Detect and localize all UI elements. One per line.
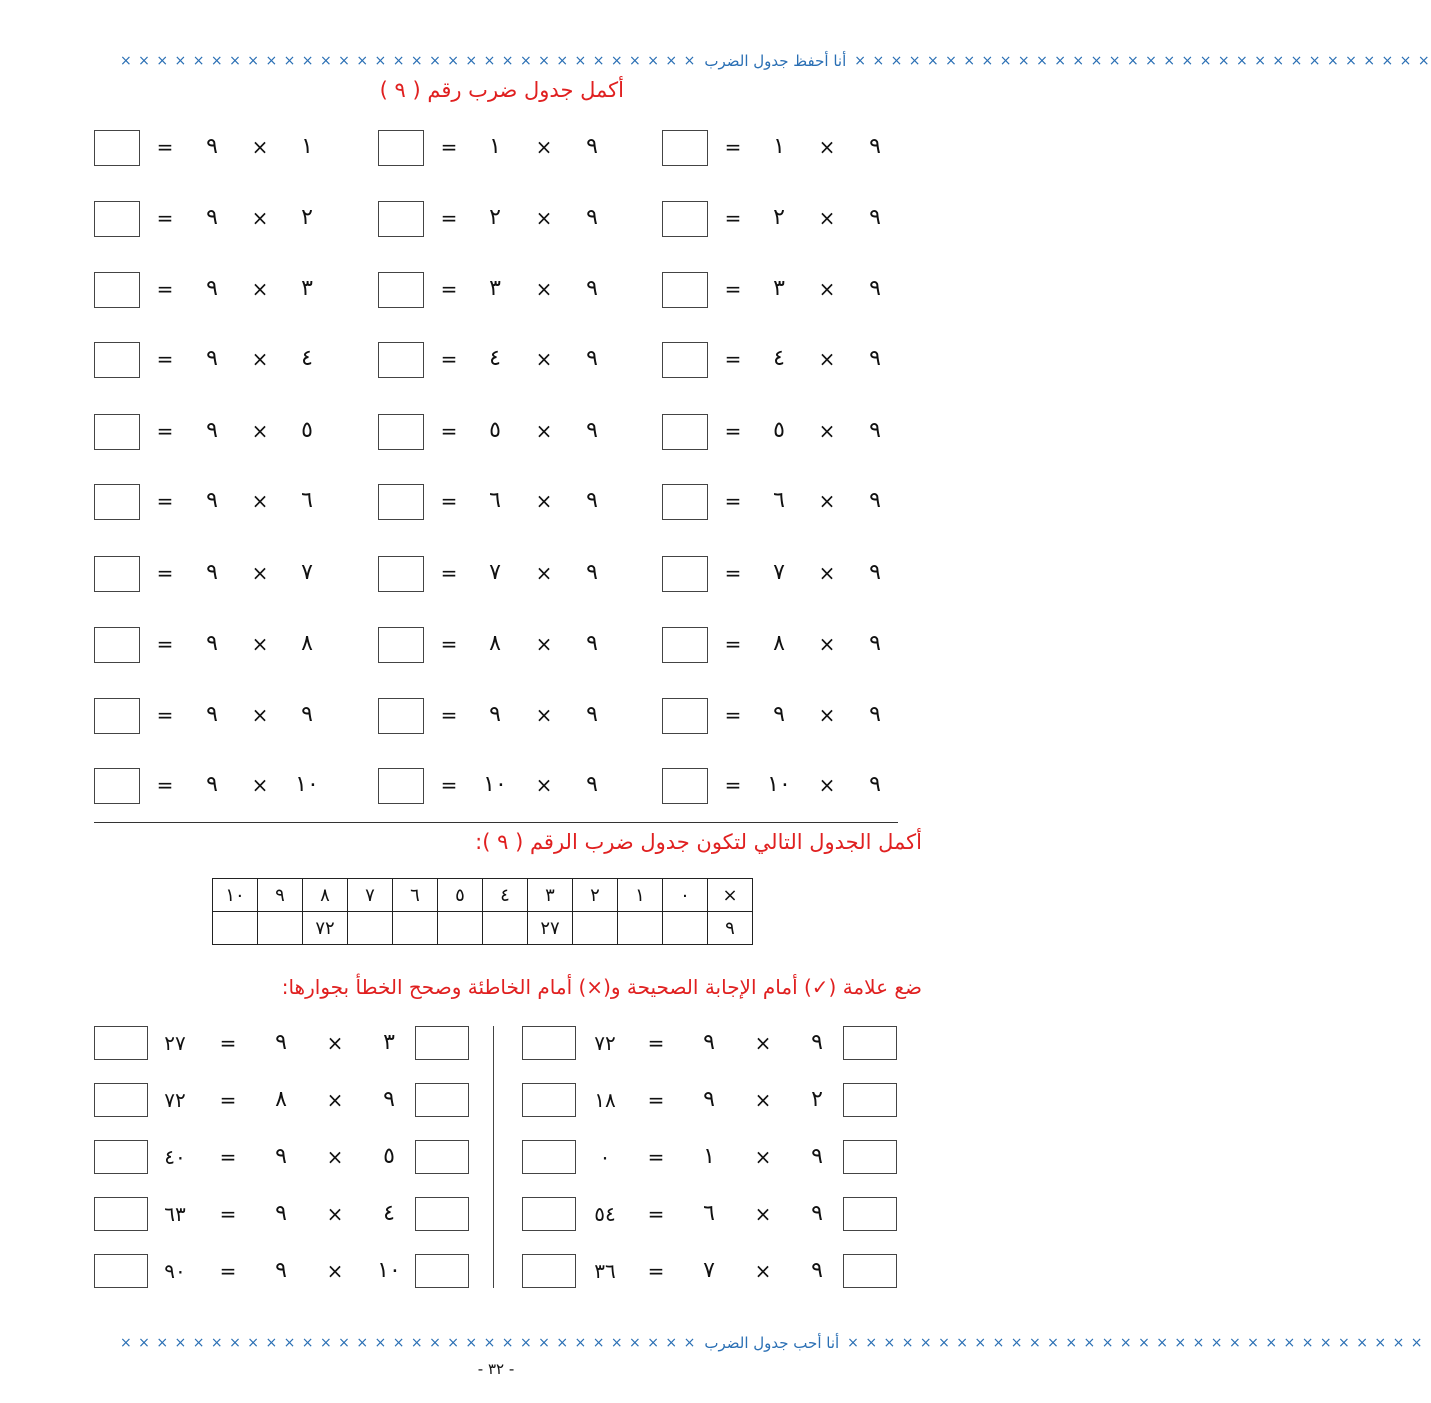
multiply-sign: × bbox=[535, 703, 553, 727]
table-value-cell[interactable] bbox=[213, 912, 258, 945]
col-middle-factor-b: ٥ bbox=[489, 418, 501, 443]
table-header-cell: ٤ bbox=[483, 879, 528, 912]
answer-box[interactable] bbox=[94, 130, 140, 166]
answer-box[interactable] bbox=[662, 484, 708, 520]
answer-box[interactable] bbox=[94, 768, 140, 804]
correction-box[interactable] bbox=[94, 1083, 148, 1117]
check-mark-box[interactable] bbox=[843, 1026, 897, 1060]
tf-right-result: ٧٢ bbox=[594, 1031, 616, 1055]
equals-sign: = bbox=[647, 1202, 665, 1226]
multiply-sign: × bbox=[818, 489, 836, 513]
multiply-sign: × bbox=[251, 773, 269, 797]
col-left-factor-a: ٣ bbox=[301, 276, 313, 301]
col-left-factor-b: ٩ bbox=[206, 702, 218, 727]
multiply-sign: × bbox=[251, 347, 269, 371]
footer-x-marks-left: × × × × × × × × × × × × × × × × × × × × × × × × × × × × × × × × bbox=[120, 1335, 697, 1351]
col-left-factor-a: ١ bbox=[301, 134, 313, 159]
correction-box[interactable] bbox=[94, 1254, 148, 1288]
times-table-grid bbox=[212, 878, 753, 945]
equals-sign: = bbox=[219, 1202, 237, 1226]
table-value-cell[interactable] bbox=[348, 912, 393, 945]
multiply-sign: × bbox=[326, 1259, 344, 1283]
answer-box[interactable] bbox=[378, 414, 424, 450]
equals-sign: = bbox=[440, 277, 458, 301]
col-left-factor-a: ٩ bbox=[301, 702, 313, 727]
multiply-sign: × bbox=[818, 347, 836, 371]
header-x-marks-right: × × × × × × × × × × × × × × × × × × × × × × × × × × × × × × × × bbox=[854, 53, 1431, 69]
multiply-sign: × bbox=[535, 347, 553, 371]
col-right-factor-a: ٩ bbox=[869, 418, 881, 443]
multiply-sign: × bbox=[535, 632, 553, 656]
multiply-sign: × bbox=[754, 1259, 772, 1283]
tf-right-result: ٣٦ bbox=[594, 1259, 616, 1283]
tf-right-factor-b: ٩ bbox=[703, 1087, 715, 1112]
header-x-marks-left: × × × × × × × × × × × × × × × × × × × × × × × × × × × × × × × × bbox=[120, 53, 697, 69]
check-mark-box[interactable] bbox=[415, 1254, 469, 1288]
tf-left-factor-a: ٩ bbox=[383, 1087, 395, 1112]
multiply-sign: × bbox=[818, 277, 836, 301]
col-right-factor-b: ١ bbox=[773, 134, 785, 159]
equals-sign: = bbox=[156, 773, 174, 797]
col-right-factor-b: ١٠ bbox=[767, 772, 791, 797]
answer-box[interactable] bbox=[94, 484, 140, 520]
correction-box[interactable] bbox=[522, 1026, 576, 1060]
answer-box[interactable] bbox=[662, 698, 708, 734]
tf-left-factor-a: ٤ bbox=[383, 1201, 395, 1226]
tf-left-factor-b: ٨ bbox=[275, 1087, 287, 1112]
col-left-factor-a: ١٠ bbox=[295, 772, 319, 797]
table-header-cell: ٠ bbox=[663, 879, 708, 912]
col-left-factor-a: ٥ bbox=[301, 418, 313, 443]
multiply-sign: × bbox=[818, 135, 836, 159]
equals-sign: = bbox=[440, 489, 458, 513]
multiply-sign: × bbox=[251, 489, 269, 513]
col-middle-factor-a: ٩ bbox=[586, 418, 598, 443]
equals-sign: = bbox=[156, 277, 174, 301]
equals-sign: = bbox=[647, 1088, 665, 1112]
equals-sign: = bbox=[647, 1145, 665, 1169]
answer-box[interactable] bbox=[94, 272, 140, 308]
col-right-factor-a: ٩ bbox=[869, 346, 881, 371]
multiply-sign: × bbox=[818, 206, 836, 230]
col-left-factor-a: ٢ bbox=[301, 205, 313, 230]
answer-box[interactable] bbox=[378, 627, 424, 663]
multiply-sign: × bbox=[535, 489, 553, 513]
correction-box[interactable] bbox=[522, 1140, 576, 1174]
equals-sign: = bbox=[156, 489, 174, 513]
table-value-row bbox=[213, 912, 753, 945]
answer-box[interactable] bbox=[662, 130, 708, 166]
footer-x-marks-right: × × × × × × × × × × × × × × × × × × × × × × × × × × × × × × × × bbox=[847, 1335, 1424, 1351]
answer-box[interactable] bbox=[662, 414, 708, 450]
col-left-factor-b: ٩ bbox=[206, 772, 218, 797]
col-middle-factor-a: ٩ bbox=[586, 560, 598, 585]
tf-left-factor-a: ٥ bbox=[383, 1144, 395, 1169]
multiply-sign: × bbox=[754, 1031, 772, 1055]
correction-box[interactable] bbox=[522, 1197, 576, 1231]
col-right-factor-b: ٦ bbox=[773, 488, 785, 513]
table-value-cell: ٧٢ bbox=[303, 912, 348, 945]
table-header-cell: ٦ bbox=[393, 879, 438, 912]
correction-box[interactable] bbox=[522, 1083, 576, 1117]
col-left-factor-b: ٩ bbox=[206, 631, 218, 656]
col-middle-factor-b: ٣ bbox=[489, 276, 501, 301]
answer-box[interactable] bbox=[662, 342, 708, 378]
equals-sign: = bbox=[440, 135, 458, 159]
header-text: أنا أحفظ جدول الضرب bbox=[704, 52, 847, 70]
tf-right-result: ٥٤ bbox=[594, 1202, 616, 1226]
answer-box[interactable] bbox=[662, 201, 708, 237]
multiply-sign: × bbox=[754, 1202, 772, 1226]
equals-sign: = bbox=[440, 561, 458, 585]
equals-sign: = bbox=[219, 1259, 237, 1283]
equals-sign: = bbox=[156, 561, 174, 585]
check-mark-box[interactable] bbox=[415, 1083, 469, 1117]
col-middle-factor-b: ٤ bbox=[489, 346, 501, 371]
equals-sign: = bbox=[156, 632, 174, 656]
table-header-cell: ٩ bbox=[258, 879, 303, 912]
col-right-factor-a: ٩ bbox=[869, 488, 881, 513]
multiply-sign: × bbox=[326, 1031, 344, 1055]
multiply-sign: × bbox=[251, 703, 269, 727]
col-right-factor-a: ٩ bbox=[869, 560, 881, 585]
multiply-sign: × bbox=[535, 277, 553, 301]
answer-box[interactable] bbox=[662, 768, 708, 804]
table-value-cell[interactable] bbox=[438, 912, 483, 945]
multiply-sign: × bbox=[754, 1088, 772, 1112]
col-middle-factor-a: ٩ bbox=[586, 276, 598, 301]
multiply-sign: × bbox=[818, 773, 836, 797]
answer-box[interactable] bbox=[662, 556, 708, 592]
multiply-sign: × bbox=[818, 703, 836, 727]
table-header-cell: ١ bbox=[618, 879, 663, 912]
col-middle-factor-b: ١٠ bbox=[483, 772, 507, 797]
col-left-factor-b: ٩ bbox=[206, 560, 218, 585]
correction-box[interactable] bbox=[94, 1026, 148, 1060]
equals-sign: = bbox=[440, 419, 458, 443]
check-mark-box[interactable] bbox=[415, 1140, 469, 1174]
col-middle-factor-a: ٩ bbox=[586, 631, 598, 656]
col-left-factor-b: ٩ bbox=[206, 134, 218, 159]
col-middle-factor-b: ٩ bbox=[489, 702, 501, 727]
table-value-cell[interactable] bbox=[663, 912, 708, 945]
tf-right-factor-b: ٦ bbox=[703, 1201, 715, 1226]
col-left-factor-a: ٧ bbox=[301, 560, 313, 585]
equals-sign: = bbox=[724, 773, 742, 797]
col-left-factor-b: ٩ bbox=[206, 205, 218, 230]
tf-right-factor-b: ٧ bbox=[703, 1258, 715, 1283]
equals-sign: = bbox=[440, 632, 458, 656]
table-corner-cell: × bbox=[708, 879, 753, 912]
equals-sign: = bbox=[219, 1145, 237, 1169]
col-right-factor-a: ٩ bbox=[869, 631, 881, 656]
equals-sign: = bbox=[724, 206, 742, 230]
col-right-factor-b: ٢ bbox=[773, 205, 785, 230]
tf-left-factor-a: ١٠ bbox=[377, 1258, 401, 1283]
tf-left-factor-b: ٩ bbox=[275, 1258, 287, 1283]
tf-left-result: ٤٠ bbox=[164, 1145, 186, 1169]
multiply-sign: × bbox=[818, 632, 836, 656]
equals-sign: = bbox=[724, 347, 742, 371]
multiply-sign: × bbox=[535, 773, 553, 797]
col-middle-factor-b: ٦ bbox=[489, 488, 501, 513]
col-middle-factor-b: ٢ bbox=[489, 205, 501, 230]
equals-sign: = bbox=[219, 1088, 237, 1112]
table-value-cell[interactable] bbox=[393, 912, 438, 945]
check-mark-box[interactable] bbox=[843, 1254, 897, 1288]
answer-box[interactable] bbox=[378, 130, 424, 166]
tf-left-factor-a: ٣ bbox=[383, 1030, 395, 1055]
tf-left-result: ٩٠ bbox=[164, 1259, 186, 1283]
table-header-cell: ٣ bbox=[528, 879, 573, 912]
page-number: - ٣٢ - bbox=[477, 1360, 515, 1378]
col-right-factor-a: ٩ bbox=[869, 702, 881, 727]
col-right-factor-b: ٨ bbox=[773, 631, 785, 656]
col-middle-factor-a: ٩ bbox=[586, 772, 598, 797]
col-middle-factor-a: ٩ bbox=[586, 702, 598, 727]
check-mark-box[interactable] bbox=[843, 1083, 897, 1117]
col-right-factor-a: ٩ bbox=[869, 276, 881, 301]
correction-box[interactable] bbox=[522, 1254, 576, 1288]
col-left-factor-b: ٩ bbox=[206, 418, 218, 443]
multiply-sign: × bbox=[818, 419, 836, 443]
tf-right-result: ٠ bbox=[599, 1145, 611, 1169]
table-row-label: ٩ bbox=[708, 912, 753, 945]
multiply-sign: × bbox=[535, 561, 553, 585]
answer-box[interactable] bbox=[94, 201, 140, 237]
table-value-cell[interactable] bbox=[573, 912, 618, 945]
tf-right-factor-b: ٩ bbox=[703, 1030, 715, 1055]
col-right-factor-b: ٣ bbox=[773, 276, 785, 301]
table-header-row bbox=[213, 879, 753, 912]
col-right-factor-b: ٩ bbox=[773, 702, 785, 727]
multiply-sign: × bbox=[251, 277, 269, 301]
tf-left-result: ٧٢ bbox=[164, 1088, 186, 1112]
equals-sign: = bbox=[440, 703, 458, 727]
equals-sign: = bbox=[440, 206, 458, 230]
multiply-sign: × bbox=[326, 1088, 344, 1112]
multiply-sign: × bbox=[754, 1145, 772, 1169]
multiply-sign: × bbox=[326, 1202, 344, 1226]
col-left-factor-b: ٩ bbox=[206, 346, 218, 371]
section1-title: أكمل جدول ضرب رقم ( ٩ ) bbox=[379, 78, 624, 102]
equals-sign: = bbox=[724, 632, 742, 656]
section2-title: أكمل الجدول التالي لتكون جدول ضرب الرقم ( ٩ ): bbox=[475, 830, 922, 854]
table-header-cell: ١٠ bbox=[213, 879, 258, 912]
check-mark-box[interactable] bbox=[843, 1197, 897, 1231]
multiply-sign: × bbox=[251, 561, 269, 585]
col-middle-factor-a: ٩ bbox=[586, 346, 598, 371]
equals-sign: = bbox=[156, 703, 174, 727]
section3-title: ضع علامة (✓) أمام الإجابة الصحيحة و(×) أمام الخاطئة وصحح الخطأ بجوارها: bbox=[281, 975, 922, 999]
equals-sign: = bbox=[156, 206, 174, 230]
col-left-factor-a: ٦ bbox=[301, 488, 313, 513]
tf-left-result: ٦٣ bbox=[164, 1202, 186, 1226]
correction-box[interactable] bbox=[94, 1197, 148, 1231]
multiply-sign: × bbox=[535, 135, 553, 159]
equals-sign: = bbox=[724, 489, 742, 513]
col-right-factor-b: ٧ bbox=[773, 560, 785, 585]
answer-box[interactable] bbox=[94, 342, 140, 378]
answer-box[interactable] bbox=[378, 201, 424, 237]
multiply-sign: × bbox=[535, 419, 553, 443]
tf-left-factor-b: ٩ bbox=[275, 1144, 287, 1169]
multiply-sign: × bbox=[535, 206, 553, 230]
col-middle-factor-a: ٩ bbox=[586, 205, 598, 230]
multiply-sign: × bbox=[251, 206, 269, 230]
tf-right-factor-a: ٩ bbox=[811, 1144, 823, 1169]
col-left-factor-a: ٨ bbox=[301, 631, 313, 656]
equals-sign: = bbox=[724, 135, 742, 159]
check-mark-box[interactable] bbox=[843, 1140, 897, 1174]
multiply-sign: × bbox=[251, 135, 269, 159]
equals-sign: = bbox=[724, 561, 742, 585]
col-right-factor-b: ٤ bbox=[773, 346, 785, 371]
tf-right-factor-a: ٩ bbox=[811, 1258, 823, 1283]
answer-box[interactable] bbox=[378, 484, 424, 520]
col-middle-factor-a: ٩ bbox=[586, 134, 598, 159]
equals-sign: = bbox=[647, 1031, 665, 1055]
answer-box[interactable] bbox=[94, 698, 140, 734]
section-divider bbox=[94, 822, 898, 823]
tf-right-result: ١٨ bbox=[594, 1088, 616, 1112]
tf-right-factor-a: ٩ bbox=[811, 1030, 823, 1055]
multiply-sign: × bbox=[818, 561, 836, 585]
col-middle-factor-b: ١ bbox=[489, 134, 501, 159]
equals-sign: = bbox=[156, 347, 174, 371]
equals-sign: = bbox=[440, 347, 458, 371]
col-middle-factor-a: ٩ bbox=[586, 488, 598, 513]
multiply-sign: × bbox=[251, 632, 269, 656]
equals-sign: = bbox=[724, 277, 742, 301]
tf-left-factor-b: ٩ bbox=[275, 1201, 287, 1226]
table-value-cell[interactable] bbox=[483, 912, 528, 945]
equals-sign: = bbox=[724, 703, 742, 727]
equals-sign: = bbox=[647, 1259, 665, 1283]
equals-sign: = bbox=[219, 1031, 237, 1055]
col-left-factor-a: ٤ bbox=[301, 346, 313, 371]
table-header-cell: ٢ bbox=[573, 879, 618, 912]
answer-box[interactable] bbox=[662, 627, 708, 663]
answer-box[interactable] bbox=[378, 556, 424, 592]
answer-box[interactable] bbox=[378, 768, 424, 804]
check-mark-box[interactable] bbox=[415, 1197, 469, 1231]
table-value-cell[interactable] bbox=[258, 912, 303, 945]
table-header-cell: ٨ bbox=[303, 879, 348, 912]
answer-box[interactable] bbox=[662, 272, 708, 308]
tf-left-result: ٢٧ bbox=[164, 1031, 186, 1055]
multiply-sign: × bbox=[326, 1145, 344, 1169]
table-header-cell: ٥ bbox=[438, 879, 483, 912]
tf-left-factor-b: ٩ bbox=[275, 1030, 287, 1055]
equals-sign: = bbox=[156, 135, 174, 159]
table-value-cell: ٢٧ bbox=[528, 912, 573, 945]
answer-box[interactable] bbox=[378, 698, 424, 734]
check-mark-box[interactable] bbox=[415, 1026, 469, 1060]
equals-sign: = bbox=[156, 419, 174, 443]
col-left-factor-b: ٩ bbox=[206, 488, 218, 513]
correction-box[interactable] bbox=[94, 1140, 148, 1174]
answer-box[interactable] bbox=[94, 627, 140, 663]
equals-sign: = bbox=[724, 419, 742, 443]
col-middle-factor-b: ٧ bbox=[489, 560, 501, 585]
footer-banner bbox=[120, 1330, 1424, 1356]
answer-box[interactable] bbox=[378, 272, 424, 308]
answer-box[interactable] bbox=[94, 556, 140, 592]
tf-right-factor-a: ٩ bbox=[811, 1201, 823, 1226]
header-banner bbox=[120, 48, 1431, 74]
tf-right-factor-a: ٢ bbox=[811, 1087, 823, 1112]
col-left-factor-b: ٩ bbox=[206, 276, 218, 301]
answer-box[interactable] bbox=[378, 342, 424, 378]
col-right-factor-a: ٩ bbox=[869, 205, 881, 230]
column-divider bbox=[493, 1026, 494, 1288]
footer-text: أنا أحب جدول الضرب bbox=[704, 1334, 840, 1352]
col-middle-factor-b: ٨ bbox=[489, 631, 501, 656]
answer-box[interactable] bbox=[94, 414, 140, 450]
multiply-sign: × bbox=[251, 419, 269, 443]
col-right-factor-b: ٥ bbox=[773, 418, 785, 443]
table-header-cell: ٧ bbox=[348, 879, 393, 912]
col-right-factor-a: ٩ bbox=[869, 772, 881, 797]
equals-sign: = bbox=[440, 773, 458, 797]
table-value-cell[interactable] bbox=[618, 912, 663, 945]
col-right-factor-a: ٩ bbox=[869, 134, 881, 159]
tf-right-factor-b: ١ bbox=[703, 1144, 715, 1169]
